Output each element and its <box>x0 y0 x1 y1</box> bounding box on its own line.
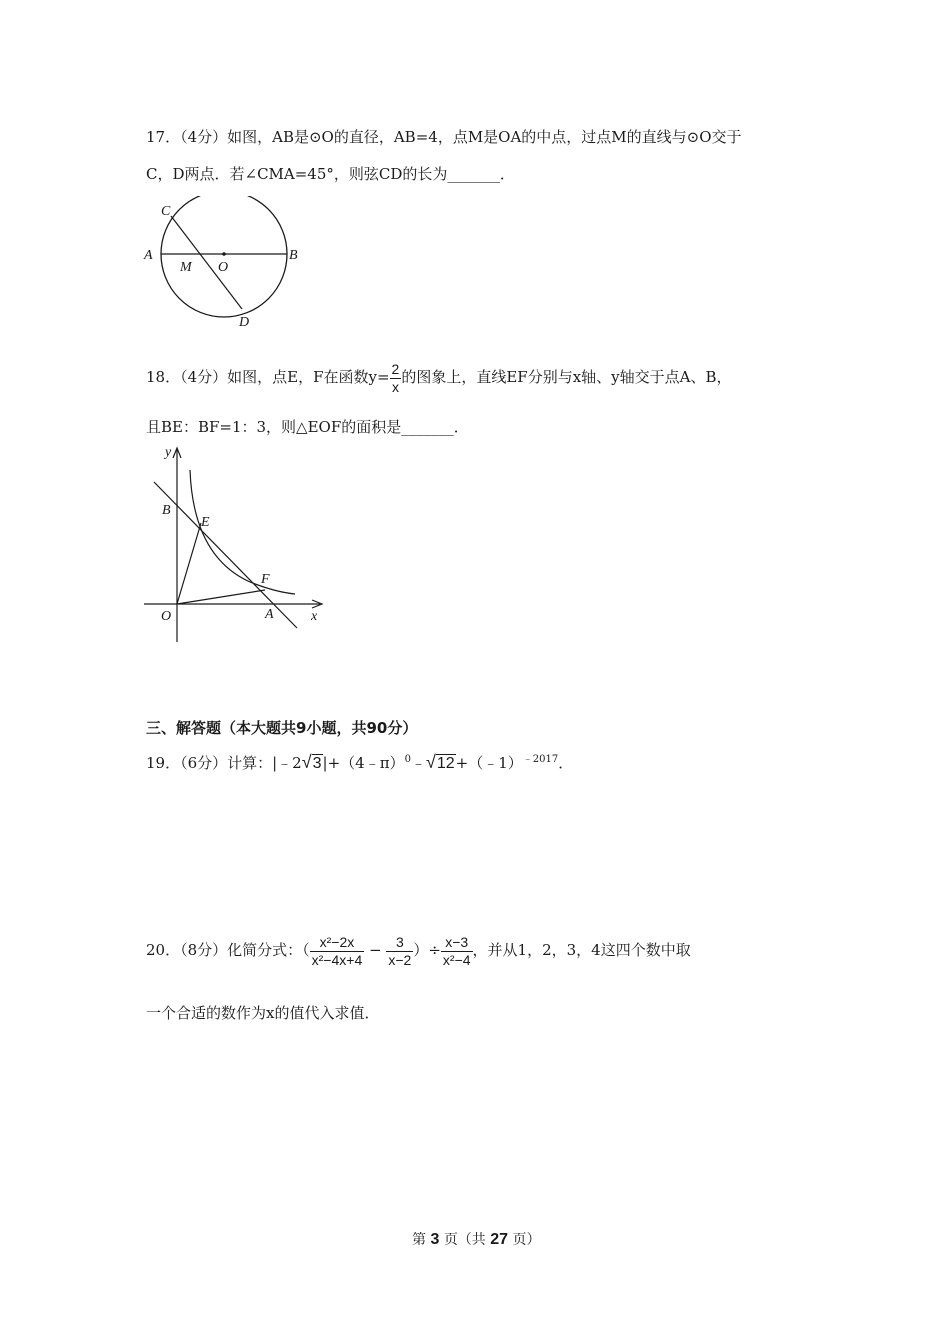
q18-line1 <box>146 357 732 397</box>
label-y: y <box>165 445 172 460</box>
q17-circle-figure <box>138 196 308 336</box>
footer-page-number: 3 <box>430 1231 440 1248</box>
q19-minus: ﹣ <box>410 754 426 772</box>
line-ef <box>154 482 297 628</box>
q19-exp0: 0 <box>404 754 411 765</box>
q19-tail: +（﹣1） <box>455 754 523 772</box>
page-footer <box>412 1229 541 1249</box>
label-e: E <box>201 515 210 530</box>
q18-fraction <box>390 361 402 396</box>
q19-sqrt12: √12 <box>425 752 455 772</box>
q20-f3-num: x−3 <box>441 934 473 952</box>
segment-oe <box>177 523 201 604</box>
label-a: A <box>144 248 153 263</box>
footer-pre: 第 <box>412 1232 426 1248</box>
q20-f2-den: x−2 <box>388 951 412 968</box>
q20-f2-num: 3 <box>386 934 413 952</box>
q18-frac-den: x <box>391 378 399 395</box>
q20-close-div: ）÷ <box>413 941 441 959</box>
q20-fraction1 <box>310 934 365 969</box>
q17-line2: C，D两点．若∠CMA=45°，则弦CD的长为_______． <box>146 165 515 183</box>
q20-suffix: ，并从1，2，3，4这四个数中取 <box>472 941 691 959</box>
q18-prefix: 18．（4分）如图，点E，F在函数y= <box>146 368 390 386</box>
label-c: C <box>161 204 171 219</box>
q20-line2: 一个合适的数作为x的值代入求值． <box>146 1004 380 1022</box>
footer-mid: 页（共 <box>443 1232 486 1248</box>
footer-post: 页） <box>512 1232 541 1248</box>
q18-graph-figure <box>140 444 330 649</box>
label-d: D <box>239 315 250 330</box>
q19-line <box>146 748 573 776</box>
q19-sqrt3: √3 <box>301 752 322 772</box>
q19-mid: |+（4﹣π） <box>322 754 405 772</box>
q19-end: ． <box>558 754 574 772</box>
footer-total-pages: 27 <box>490 1231 509 1248</box>
segment-of <box>177 590 265 604</box>
q18-frac-num: 2 <box>391 360 400 377</box>
label-x: x <box>311 609 318 624</box>
center-point <box>222 252 226 256</box>
label-o: O <box>218 260 229 275</box>
section-title: 三、解答题（本大题共9小题，共90分） <box>146 719 418 737</box>
label-m: M <box>180 260 192 275</box>
q17-line1: 17．（4分）如图，AB是⊙O的直径，AB=4，点M是OA的中点，过点M的直线与⊙O交于 <box>146 128 742 146</box>
q20-fraction2 <box>386 934 413 969</box>
q18-suffix: 的图象上，直线EF分别与x轴、y轴交于点A、B， <box>401 368 732 386</box>
label-a: A <box>265 607 274 622</box>
q20-fraction3 <box>441 934 473 969</box>
q18-line2: 且BE：BF=1：3，则△EOF的面积是_______． <box>146 418 469 436</box>
label-o: O <box>161 609 172 624</box>
q19-rad1: 3 <box>312 755 322 772</box>
q20-line1 <box>146 928 691 972</box>
q20-f1-num: x²−2x <box>310 934 365 952</box>
circle-o <box>161 196 287 317</box>
q20-f3-den: x²−4 <box>442 951 471 968</box>
q19-rad2: 12 <box>436 755 455 772</box>
q20-prefix: 20．（8分）化简分式：（ <box>146 941 310 959</box>
q20-minus: − <box>369 941 382 959</box>
hyperbola-curve <box>190 470 295 594</box>
label-b: B <box>162 503 171 518</box>
label-b: B <box>289 248 298 263</box>
q20-f1-den: x²−4x+4 <box>311 951 363 968</box>
q19-exp-tail: ﹣2017 <box>522 754 559 765</box>
q19-prefix: 19．（6分）计算：|﹣2 <box>146 754 302 772</box>
label-f: F <box>261 572 270 587</box>
